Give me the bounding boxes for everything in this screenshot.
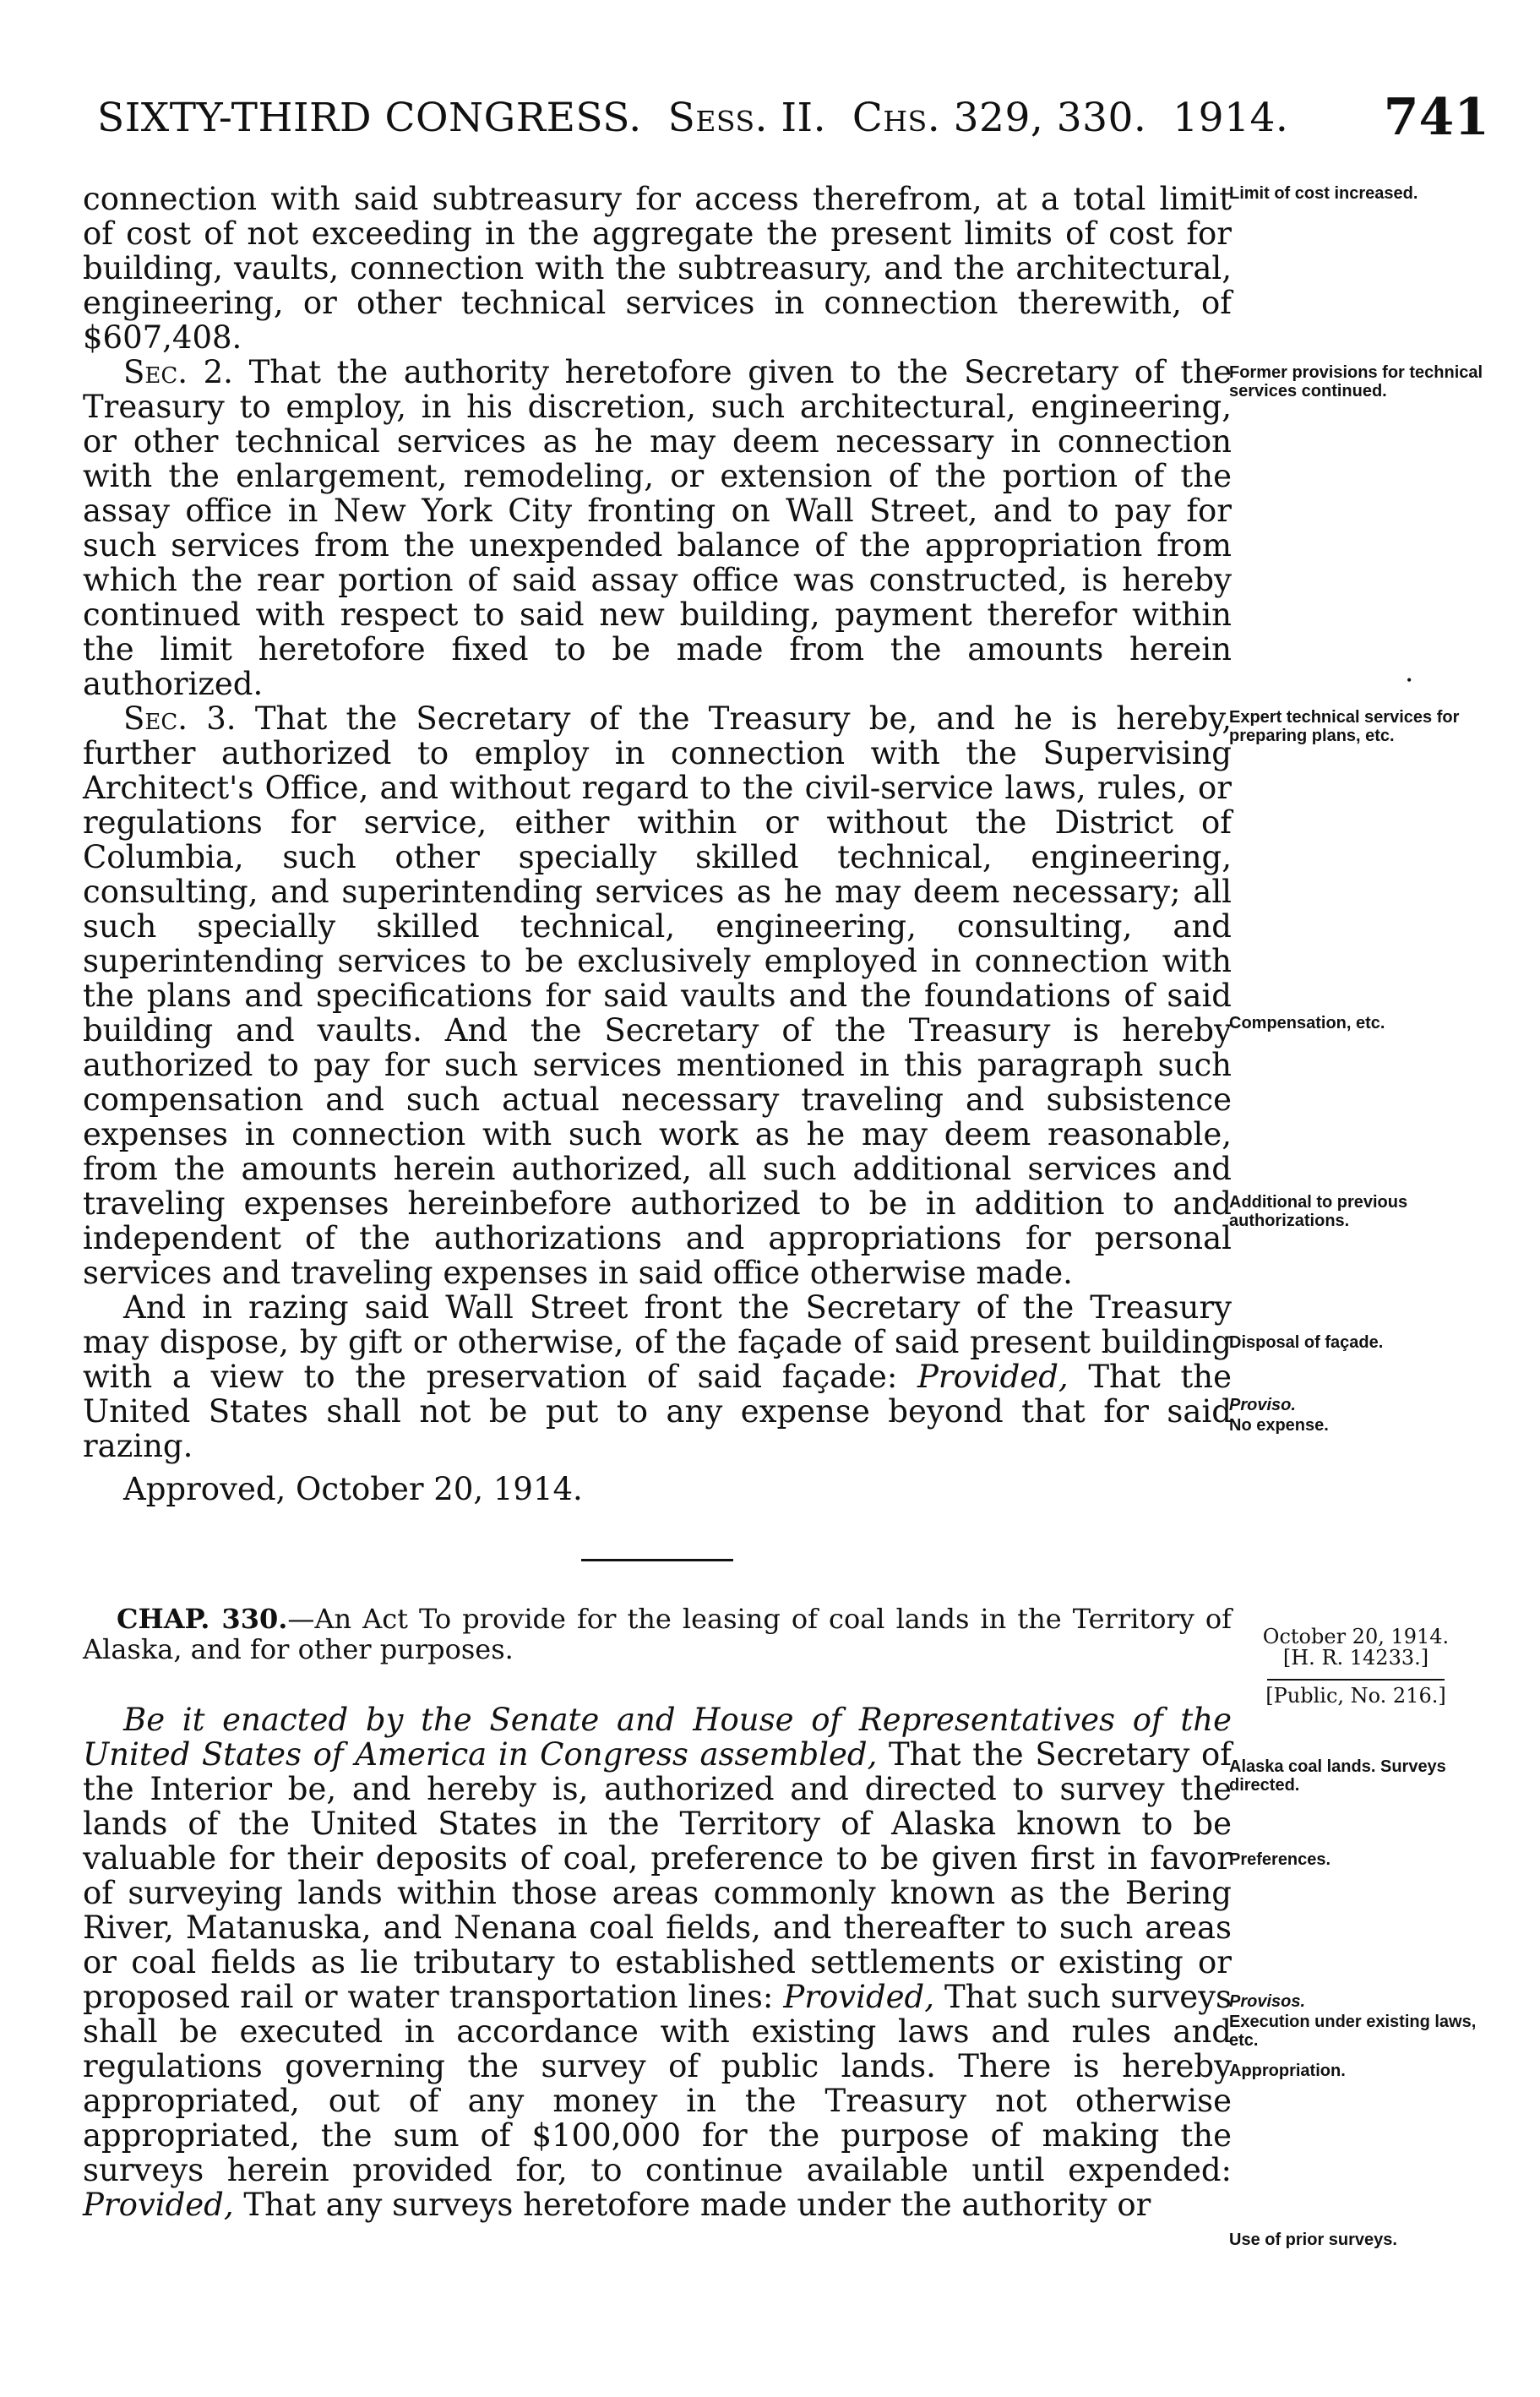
razing-proviso: Provided,	[917, 1359, 1069, 1395]
stray-mark: •	[1407, 672, 1412, 689]
section-2-label: Sec. 2.	[123, 354, 233, 390]
margin-note-additional: Additional to previous authorizations.	[1229, 1193, 1408, 1230]
section-3	[83, 701, 1232, 1290]
margin-note-proviso: Proviso.	[1229, 1396, 1296, 1414]
running-head	[97, 95, 1288, 141]
margin-note-appropriation: Appropriation.	[1229, 2062, 1346, 2080]
section-3-text: That the Secretary of the Treasury be, and he is hereby, further authorized to employ in connection with the Supervising Architect's Office, and without regard to the civil-service laws, rules, or regulations for service, either within or without the District of Columbia, such other specially skilled technical, engineering, consulting, and superintending services as he may deem necessary; all such specially skilled technical, engineering, consulting, and superintending services to be exclusively employed in connection with the plans and specifications for said vaults and the foundations of said building and vaults. And the Secretary of the Treasury is hereby authorized to pay for such services mentioned in this paragraph such compensation and such actual necessary traveling and subsistence expenses in connection with such work as he may deem reasonable, from the amounts herein authorized, all such additional services and traveling expenses hereinbefore authorized to be in addition to and independent of the authorizations and appropriations for personal services and traveling expenses in said office otherwise made.	[83, 700, 1232, 1291]
act-bill-number: [H. R. 14233.]	[1282, 1646, 1429, 1670]
razing-text-a: And in razing said Wall Street front the Secretary of the Treasury may dispose, by gift or otherwise, of the façade of said present building with a view to the preservation of said façade:	[83, 1289, 1232, 1395]
page-number: 741	[1383, 88, 1489, 147]
enacting-text-b: That such surveys shall be executed in accordance with existing laws and rules and regulations governing the survey of public lands. There is hereby appropriated, out of any money in the Treasury not otherwise appropriated, the sum of $100,000 for the purpose of making the surveys herein provided for, to continue available until expended:	[83, 1979, 1232, 2188]
chapter-heading	[83, 1604, 1232, 1664]
enacting-paragraph	[83, 1702, 1232, 2222]
section-2-text: That the authority heretofore given to the Secretary of the Treasury to employ, in his discretion, such architectural, engineering, or other technical services as he may deem necessary in connection with the enlargement, remodeling, or extension of the portion of the assay office in New York City fronting on Wall Street, and to pay for such services from the unexpended balance of the appropriation from which the rear portion of said assay office was constructed, is hereby continued with respect to said new building, payment therefor within the limit heretofore fixed to be made from the amounts herein authorized.	[83, 354, 1232, 702]
act-public-number: [Public, No. 216.]	[1265, 1684, 1446, 1708]
main-text	[83, 182, 1232, 2222]
enacting-text-a: That the Secretary of the Interior be, and hereby is, authorized and directed to survey the lands of the United States in the Territory of Alaska known to be valuable for their deposits of coal, preference to be given first in favor of surveying lands within those areas commonly known as the Bering River, Matanuska, and Nenana coal fields, and thereafter to such areas or coal fields as lie tributary to established settlements or existing or proposed rail or water transportation lines:	[83, 1736, 1232, 2015]
margin-note-provisos: Provisos.	[1229, 1992, 1306, 2011]
margin-notes	[1229, 0, 1499, 2397]
year-label: 1914.	[1173, 95, 1289, 141]
act-info	[1221, 1626, 1491, 1707]
margin-note-preferences: Preferences.	[1229, 1850, 1331, 1869]
chapter-title: —An Act To provide for the leasing of coal lands in the Territory of Alaska, and for other purposes.	[83, 1603, 1233, 1665]
enacting-clause: Be it enacted by the Senate and House of Representatives of the United States of America in Congress assembled,	[83, 1702, 1232, 1773]
margin-note-alaska: Alaska coal lands. Surveys directed.	[1229, 1757, 1446, 1795]
margin-note-disposal: Disposal of façade.	[1229, 1333, 1384, 1352]
approval-line: Approved, October 20, 1914.	[123, 1471, 583, 1507]
running-title: SIXTY-THIRD CONGRESS.	[97, 95, 642, 141]
section-2	[83, 355, 1232, 701]
spacer	[83, 1664, 1232, 1702]
chapter-label: CHAP. 330.	[117, 1603, 288, 1635]
paragraph-continuation: connection with said subtreasury for access therefrom, at a total limit of cost of not exceeding in the aggregate the present limits of cost for building, vaults, connection with the subtreasury, and the architectural, engineering, or other technical services in connection therewith, of $607,408.	[83, 181, 1232, 356]
margin-note-compensation: Compensation, etc.	[1229, 1014, 1385, 1032]
section-divider	[581, 1559, 733, 1561]
enacting-proviso-1: Provided,	[783, 1979, 934, 2015]
razing-text-b: That the United States shall not be put to any expense beyond that for said razing.	[83, 1359, 1233, 1464]
chapters-label: Chs. 329, 330.	[852, 95, 1147, 141]
margin-note-former: Former provisions for technical services continued.	[1229, 363, 1483, 400]
razing-paragraph	[83, 1290, 1232, 1463]
enacting-proviso-2: Provided,	[83, 2187, 234, 2223]
margin-note-execution: Execution under existing laws, etc.	[1229, 2013, 1477, 2050]
session-label: Sess. II.	[667, 95, 827, 141]
margin-note-prior-surveys: Use of prior surveys.	[1229, 2231, 1397, 2249]
margin-note-expert: Expert technical services for preparing plans, etc.	[1229, 708, 1460, 745]
act-info-divider	[1267, 1679, 1445, 1681]
margin-note-no-expense: No expense.	[1229, 1416, 1329, 1435]
section-3-label: Sec. 3.	[123, 700, 237, 737]
act-date: October 20, 1914.	[1262, 1625, 1450, 1648]
enacting-text-c: That any surveys heretofore made under the authority or	[243, 2187, 1151, 2223]
margin-note-limit: Limit of cost increased.	[1229, 184, 1418, 203]
